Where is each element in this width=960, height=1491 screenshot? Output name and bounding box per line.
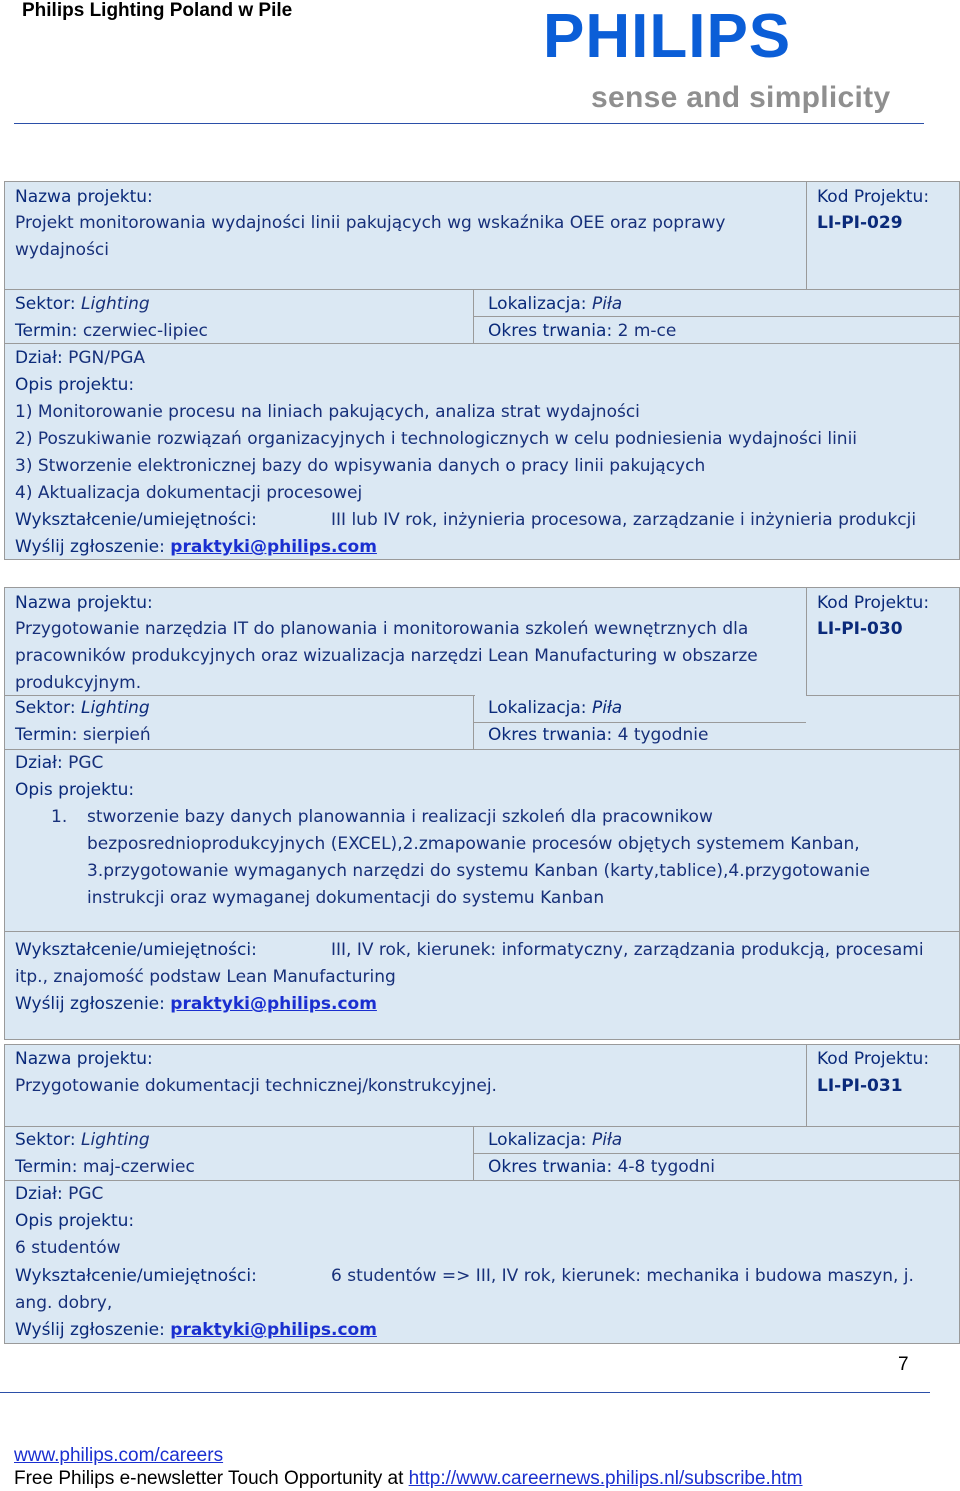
project-1-dept: Dział: PGN/PGA bbox=[15, 348, 146, 368]
project-2-code: LI-PI-030 bbox=[817, 619, 903, 639]
project-3-email-link[interactable]: praktyki@philips.com bbox=[170, 1320, 377, 1340]
project-3-education-line-2: ang. dobry, bbox=[15, 1293, 113, 1313]
project-2-desc-number: 1. bbox=[51, 807, 68, 827]
project-1-email-link[interactable]: praktyki@philips.com bbox=[170, 537, 377, 557]
project-1-education: III lub IV rok, inżynieria procesowa, zarządzanie i inżynieria produkcji bbox=[331, 510, 917, 530]
project-2-name-label: Nazwa projektu: bbox=[15, 593, 153, 613]
project-1-duration: Okres trwania: 2 m-ce bbox=[488, 321, 677, 341]
project-2-education-label: Wykształcenie/umiejętności: bbox=[15, 940, 257, 960]
project-2-desc-line-3: 3.przygotowanie wymaganych narzędzi do systemu Kanban (karty,tablice),4.przygotowanie bbox=[87, 861, 870, 881]
project-2-name-line-3: produkcyjnym. bbox=[15, 673, 142, 693]
project-2-sector: Sektor: Lighting bbox=[15, 698, 150, 718]
project-1-name-line-2: wydajności bbox=[15, 240, 109, 260]
project-3-desc-line-1: 6 studentów bbox=[15, 1238, 121, 1258]
project-2-location: Lokalizacja: Piła bbox=[488, 698, 623, 718]
project-3-duration: Okres trwania: 4-8 tygodni bbox=[488, 1157, 715, 1177]
project-1-name-label: Nazwa projektu: bbox=[15, 187, 153, 207]
project-2-term: Termin: sierpień bbox=[15, 725, 151, 745]
project-3-sector: Sektor: Lighting bbox=[15, 1130, 150, 1150]
project-2-name-line-1: Przygotowanie narzędzia IT do planowania i monitorowania szkoleń wewnętrznych dla bbox=[15, 619, 749, 639]
project-2-duration: Okres trwania: 4 tygodnie bbox=[488, 725, 709, 745]
project-3-code-label: Kod Projektu: bbox=[817, 1049, 930, 1069]
project-1-term: Termin: czerwiec-lipiec bbox=[15, 321, 208, 341]
project-1-desc-line-4: 4) Aktualizacja dokumentacji procesowej bbox=[15, 483, 363, 503]
project-1-code-label: Kod Projektu: bbox=[817, 187, 930, 207]
project-3-education-label: Wykształcenie/umiejętności: bbox=[15, 1266, 257, 1286]
project-1-send: Wyślij zgłoszenie: praktyki@philips.com bbox=[15, 537, 377, 557]
careers-link[interactable]: www.philips.com/careers bbox=[14, 1445, 224, 1466]
project-3-location: Lokalizacja: Piła bbox=[488, 1130, 623, 1150]
project-1-education-label: Wykształcenie/umiejętności: bbox=[15, 510, 257, 530]
project-1-desc-line-1: 1) Monitorowanie procesu na liniach pakujących, analiza strat wydajności bbox=[15, 402, 640, 422]
project-2-code-label: Kod Projektu: bbox=[817, 593, 930, 613]
project-3-term: Termin: maj-czerwiec bbox=[15, 1157, 195, 1177]
project-2-send: Wyślij zgłoszenie: praktyki@philips.com bbox=[15, 994, 377, 1014]
footer-divider bbox=[0, 1392, 930, 1393]
newsletter-line: Free Philips e-newsletter Touch Opportunity at http://www.careernews.philips.nl/subscribe.htm bbox=[14, 1468, 803, 1489]
project-2-desc-line-2: bezposrednioprodukcyjnych (EXCEL),2.zmapowanie procesów objętych systemem Kanban, bbox=[87, 834, 860, 854]
project-2-card bbox=[4, 587, 960, 1040]
project-3-code: LI-PI-031 bbox=[817, 1076, 903, 1096]
project-3-education-line-1: 6 studentów => III, IV rok, kierunek: mechanika i budowa maszyn, j. bbox=[331, 1266, 914, 1286]
project-2-name-line-2: pracowników produkcyjnych oraz wizualizacja narzędzi Lean Manufacturing w obszarze bbox=[15, 646, 758, 666]
project-1-location: Lokalizacja: Piła bbox=[488, 294, 623, 314]
newsletter-link[interactable]: http://www.careernews.philips.nl/subscribe.htm bbox=[408, 1468, 803, 1489]
philips-logo: PHILIPS bbox=[543, 2, 792, 71]
header-divider bbox=[14, 123, 924, 124]
philips-tagline: sense and simplicity bbox=[591, 81, 891, 114]
project-2-dept: Dział: PGC bbox=[15, 753, 104, 773]
project-1-code: LI-PI-029 bbox=[817, 213, 903, 233]
project-2-desc-line-4: instrukcji oraz wymaganej dokumentacji do systemu Kanban bbox=[87, 888, 605, 908]
project-1-desc-line-2: 2) Poszukiwanie rozwiązań organizacyjnych i technologicznych w celu podniesienia wydajności linii bbox=[15, 429, 858, 449]
project-1-card bbox=[4, 181, 960, 560]
project-3-name-label: Nazwa projektu: bbox=[15, 1049, 153, 1069]
page-number: 7 bbox=[898, 1354, 909, 1375]
project-2-education-line-1: III, IV rok, kierunek: informatyczny, zarządzania produkcją, procesami bbox=[331, 940, 924, 960]
project-2-desc-line-1: stworzenie bazy danych planowannia i realizacji szkoleń dla pracownikow bbox=[87, 807, 713, 827]
project-3-send: Wyślij zgłoszenie: praktyki@philips.com bbox=[15, 1320, 377, 1340]
project-3-name-line-1: Przygotowanie dokumentacji technicznej/konstrukcyjnej. bbox=[15, 1076, 497, 1096]
project-1-desc-label: Opis projektu: bbox=[15, 375, 135, 395]
project-1-desc-line-3: 3) Stworzenie elektronicznej bazy do wpisywania danych o pracy linii pakujących bbox=[15, 456, 706, 476]
project-1-sector: Sektor: Lighting bbox=[15, 294, 150, 314]
project-2-desc-label: Opis projektu: bbox=[15, 780, 135, 800]
project-3-desc-label: Opis projektu: bbox=[15, 1211, 135, 1231]
project-2-email-link[interactable]: praktyki@philips.com bbox=[170, 994, 377, 1014]
project-3-dept: Dział: PGC bbox=[15, 1184, 104, 1204]
project-2-education-line-2: itp., znajomość podstaw Lean Manufacturing bbox=[15, 967, 396, 987]
document-header-title: Philips Lighting Poland w Pile bbox=[22, 0, 293, 21]
project-3-card bbox=[4, 1044, 960, 1344]
project-1-name-line-1: Projekt monitorowania wydajności linii pakujących wg wskaźnika OEE oraz poprawy bbox=[15, 213, 726, 233]
